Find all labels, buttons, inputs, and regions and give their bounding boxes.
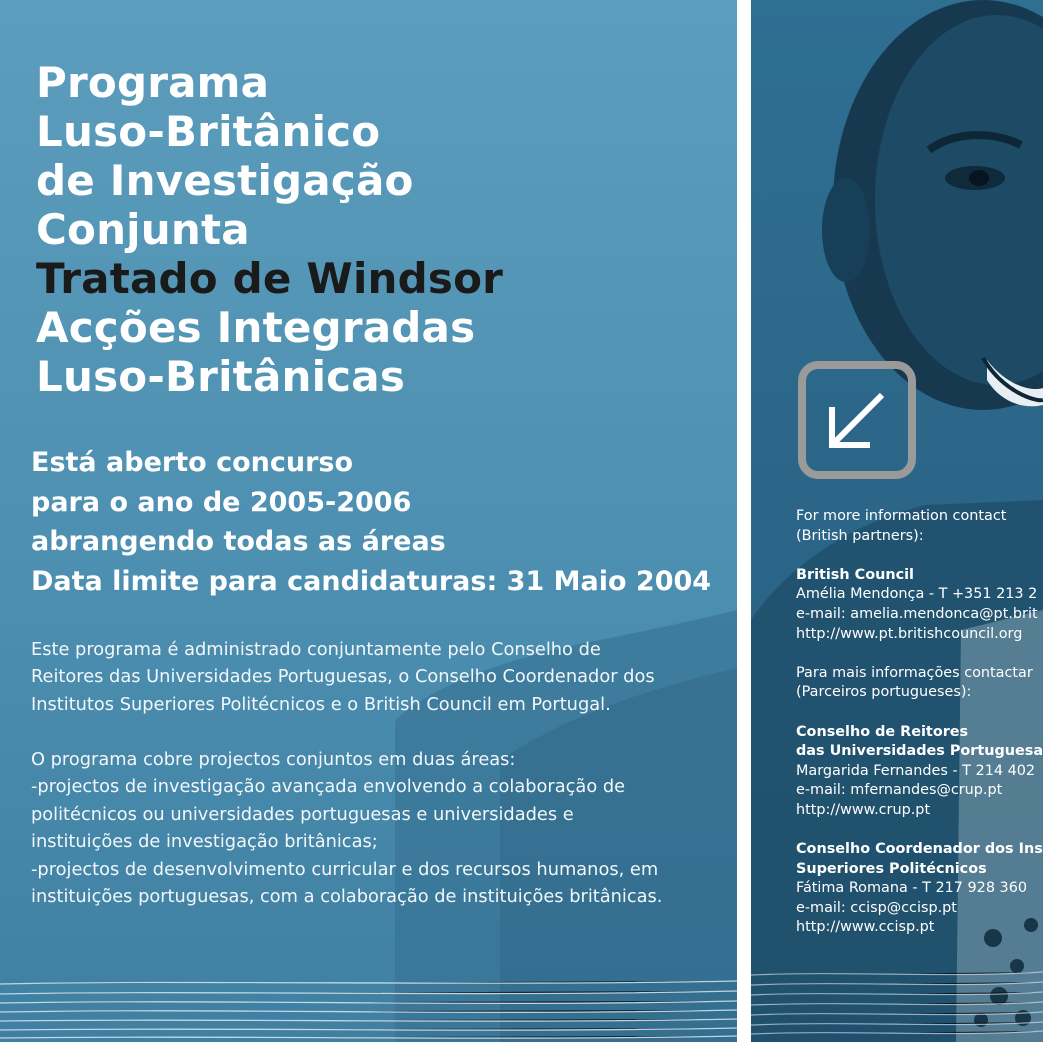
decorative-lines — [0, 972, 737, 1042]
paragraph-line: instituições de investigação britânicas; — [31, 831, 378, 853]
paragraph-line: O programa cobre projectos conjuntos em duas áreas: — [31, 749, 516, 770]
contact-intro-en: (British partners): — [796, 527, 924, 544]
ccisp-name: Superiores Politécnicos — [796, 860, 987, 877]
crup-phone: Margarida Fernandes - T 214 402 — [796, 762, 1036, 779]
british-council-phone: Amélia Mendonça - T +351 213 2 — [796, 586, 1038, 603]
call-announcement — [31, 443, 711, 601]
ccisp-phone: Fátima Romana - T 217 928 360 — [796, 880, 1028, 897]
paragraph-line: Reitores das Universidades Portuguesas, o Conselho Coordenador dos — [31, 666, 655, 688]
contact-intro-pt: (Parceiros portugueses): — [796, 684, 972, 701]
call-line: para o ano de 2005-2006 — [31, 486, 412, 518]
paragraph-line: instituições portuguesas, com a colaboração de instituições britânicas. — [31, 886, 663, 908]
crup-email[interactable]: e-mail: mfernandes@crup.pt — [796, 782, 1003, 799]
title-line: Programa — [36, 58, 270, 107]
contacts-section — [796, 507, 1043, 938]
contact-intro-pt: Para mais informações contactar — [796, 664, 1033, 681]
paragraph-line: -projectos de investigação avançada envolvendo a colaboração de — [31, 776, 626, 798]
program-areas-paragraph — [31, 746, 662, 910]
ccisp-email[interactable]: e-mail: ccisp@ccisp.pt — [796, 899, 957, 916]
paragraph-line: -projectos de desenvolvimento curricular e dos recursos humanos, em — [31, 858, 659, 880]
crup-name: Conselho de Reitores — [796, 723, 969, 740]
description-paragraph — [31, 636, 655, 718]
ccisp-website[interactable]: http://www.ccisp.pt — [796, 919, 935, 936]
panel-divider — [737, 0, 751, 1042]
title-line: de Investigação — [36, 156, 414, 205]
ccisp-name: Conselho Coordenador dos Ins — [796, 841, 1043, 858]
paragraph-line: politécnicos ou universidades portuguesas e universidades e — [31, 803, 574, 825]
call-deadline: Data limite para candidaturas: 31 Maio 2004 — [31, 565, 712, 597]
arrow-down-left-icon — [798, 361, 916, 479]
contact-intro-en: For more information contact — [796, 508, 1007, 524]
call-line: abrangendo todas as áreas — [31, 526, 446, 557]
title-line-highlight: Tratado de Windsor — [36, 254, 504, 303]
paragraph-line: Este programa é administrado conjuntamente pelo Conselho de — [31, 639, 601, 660]
title-line: Acções Integradas — [36, 303, 476, 352]
title-line: Luso-Britânicas — [36, 352, 406, 401]
right-panel — [751, 0, 1043, 1042]
crup-name: das Universidades Portuguesa — [796, 743, 1043, 760]
british-council-website[interactable]: http://www.pt.britishcouncil.org — [796, 625, 1023, 642]
paragraph-line: Institutos Superiores Politécnicos e o British Council em Portugal. — [31, 693, 611, 715]
british-council-name: British Council — [796, 566, 914, 583]
title-line: Luso-Britânico — [36, 107, 381, 156]
call-line: Está aberto concurso — [31, 447, 354, 478]
crup-website[interactable]: http://www.crup.pt — [796, 801, 931, 818]
program-title — [36, 58, 503, 401]
title-line: Conjunta — [36, 205, 250, 254]
british-council-email[interactable]: e-mail: amelia.mendonca@pt.brit — [796, 605, 1038, 622]
